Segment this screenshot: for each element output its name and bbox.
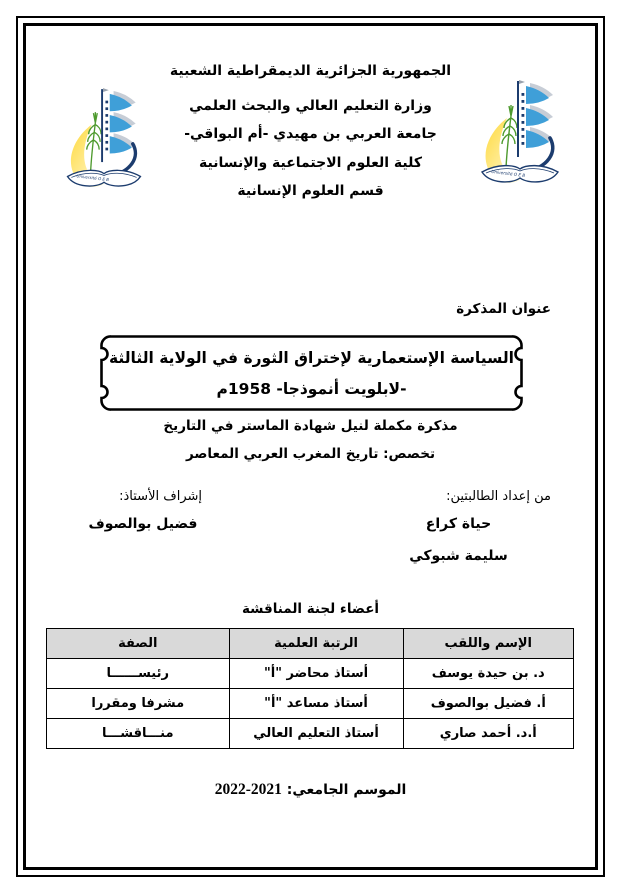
republic-line: الجمهورية الجزائرية الديمقراطية الشعبية [169,63,452,79]
memo-title-box [100,335,523,411]
committee-table [46,628,574,749]
committee-header-row [47,629,574,659]
committee-cell-name: د. بن حيدة يوسف [403,659,573,689]
committee-row-2 [47,689,574,719]
memo-title [100,335,523,411]
faculty-line: كلية العلوم الاجتماعية والإنسانية [199,154,422,171]
committee-cell-role: مشرفا ومقررا [47,689,230,719]
season-year: 2021‏-‏2022 [214,781,282,798]
committee-cell-name: أ. فضيل بوالصوف [403,689,573,719]
committee-row-3 [47,719,574,749]
committee-row-1 [47,659,574,689]
committee-cell-rank: أستاذ مساعد "أ" [229,689,403,719]
academic-season [0,781,621,799]
university-logo-left [56,84,152,196]
university-line: جامعة العربي بن مهيدي -أم البواقي- [184,126,437,142]
student-name-2: سليمة شبوكي [409,548,508,564]
committee-cell-role: رئيســــــا [47,659,230,689]
students-section [366,487,551,565]
memo-title-line2: -لابلويت أنموذجا- 1958م [216,379,407,398]
department-line: قسم العلوم الإنسانية [237,183,384,199]
ministry-line: وزارة التعليم العالي والبحث العلمي [189,97,432,114]
committee-cell-name: أ.د. أحمد صاري [403,719,573,749]
student-name-1: حياة كراع [425,516,492,532]
logo-book-text: Université O E B [76,173,110,183]
degree-note: مذكرة مكملة لنيل شهادة الماستر في التاريخ [163,418,458,434]
committee-header-name: الإسم واللقب [403,629,573,659]
committee-cell-rank: أستاذ التعليم العالي [229,719,403,749]
specialty-note: تخصص: تاريخ المغرب العربي المعاصر [185,446,436,462]
committee-cell-role: منـــاقشـــا [47,719,230,749]
season-label: الموسم الجامعي: [286,782,407,798]
students-label: من إعداد الطالبتين: [446,489,551,504]
supervisor-section [84,487,202,533]
memo-title-label: عنوان المذكرة [456,301,551,317]
committee-header-rank: الرتبة العلمية [229,629,403,659]
committee-title: أعضاء لجنة المناقشة [241,601,380,617]
committee-header-role: الصفة [47,629,230,659]
supervisor-label: إشراف الأستاذ: [119,489,202,504]
university-logo-right [466,78,574,190]
logo-book-text: Université O E B [491,168,526,178]
supervisor-name: فضيل بوالصوف [88,516,198,532]
committee-cell-rank: أستاذ محاضر "أ" [229,659,403,689]
memo-title-line1: السياسة الإستعمارية لإختراق الثورة في الولاية الثالثة [109,348,514,367]
